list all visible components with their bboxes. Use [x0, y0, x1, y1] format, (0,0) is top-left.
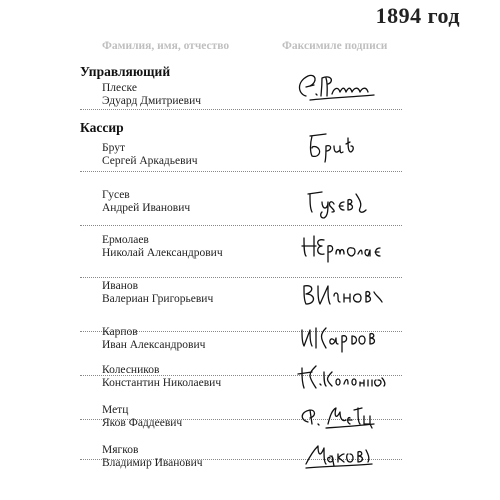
surname: Карпов: [102, 326, 138, 338]
signature-image: [288, 180, 388, 220]
surname: Метц: [102, 404, 129, 416]
signature-row: [80, 116, 402, 172]
signature-image: [288, 314, 388, 354]
signature-image: [288, 124, 388, 164]
given-names: Яков Фаддеевич: [102, 417, 183, 429]
signature-image: [288, 226, 388, 266]
signature-image: [288, 394, 388, 434]
signature-image: [288, 272, 388, 312]
given-names: Андрей Иванович: [102, 202, 191, 214]
column-header-signature: Факсимиле подписи: [282, 40, 388, 52]
section-title-manager: Управляющий: [80, 64, 171, 79]
surname: Иванов: [102, 280, 139, 292]
signature-row: [80, 226, 402, 278]
given-names: Эдуард Дмитриевич: [102, 95, 202, 107]
signature-image: [288, 64, 388, 104]
signature-row: [80, 58, 402, 110]
given-names: Николай Александрович: [102, 247, 223, 259]
given-names: Иван Александрович: [102, 339, 206, 351]
given-names: Владимир Иванович: [102, 457, 203, 469]
surname: Ермолаев: [102, 234, 149, 246]
signature-image: [288, 432, 388, 472]
column-headers: [0, 40, 500, 54]
given-names: Сергей Аркадьевич: [102, 155, 198, 167]
signature-row: [80, 172, 402, 226]
given-names: Константин Николаевич: [102, 377, 222, 389]
signature-image: [288, 354, 388, 394]
section-title-cashier: Кассир: [80, 120, 124, 135]
surname: Брут: [102, 142, 125, 154]
given-names: Валериан Григорьевич: [102, 293, 214, 305]
surname: Колесников: [102, 364, 160, 376]
year-heading: 1894 год: [375, 3, 460, 28]
surname: Плеске: [102, 82, 137, 94]
surname: Мягков: [102, 444, 139, 456]
surname: Гусев: [102, 189, 130, 201]
signature-row: [80, 444, 402, 500]
column-header-name: Фамилия, имя, отчество: [102, 40, 230, 52]
